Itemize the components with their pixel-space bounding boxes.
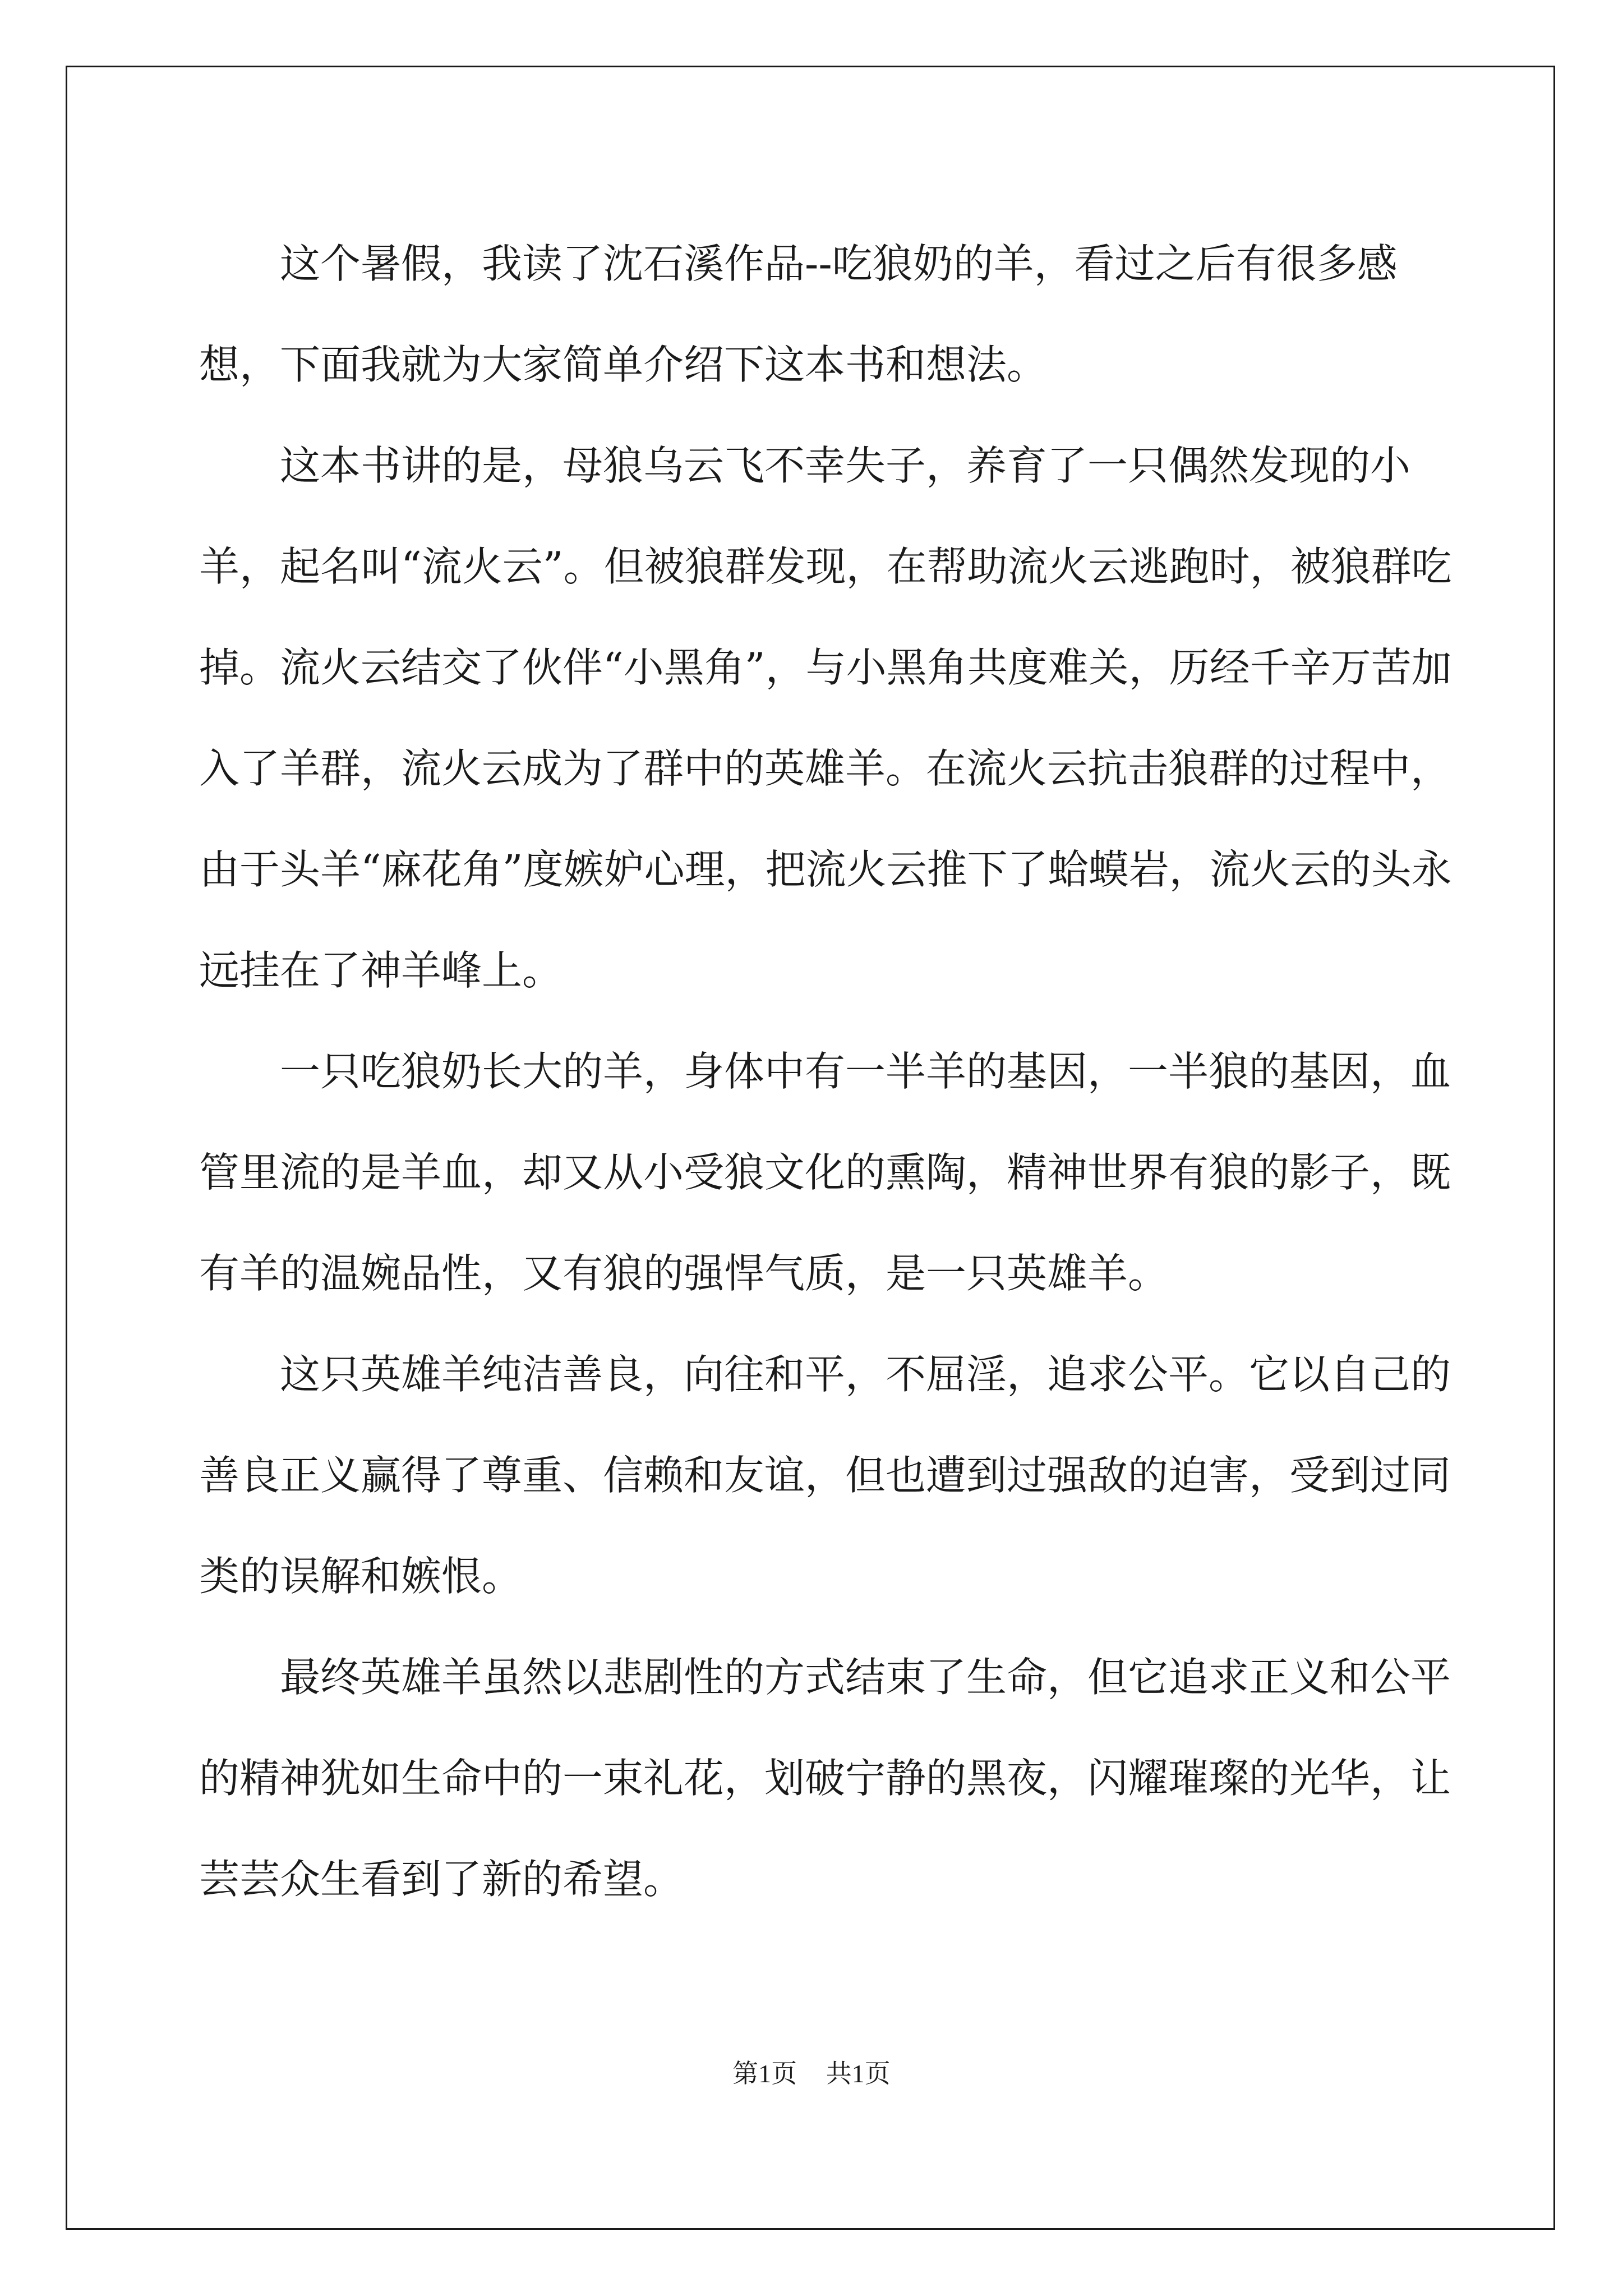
- paragraph-3: 一只吃狼奶长大的羊，身体中有一半羊的基因，一半狼的基因，血管里流的是羊血，却又从小受狼文化的熏陶，精神世界有狼的影子，既有羊的温婉品性，又有狼的强悍气质，是一只英雄羊。: [199, 1048, 1451, 1297]
- page-number: 第1页: [732, 2059, 797, 2088]
- page-total: 共1页: [826, 2059, 891, 2088]
- paragraph-5: 最终英雄羊虽然以悲剧性的方式结束了生命，但它追求正义和公平的精神犹如生命中的一束礼花，划破宁静的黑夜，闪耀璀璨的光华，让芸芸众生看到了新的希望。: [199, 1654, 1451, 1903]
- paragraph-1: 这个暑假，我读了沈石溪作品--吃狼奶的羊，看过之后有很多感想，下面我就为大家简单介绍下这本书和想法。: [199, 240, 1398, 388]
- document-body: [199, 213, 1461, 1930]
- paragraph-4: 这只英雄羊纯洁善良，向往和平，不屈淫，追求公平。它以自己的善良正义赢得了尊重、信赖和友谊，但也遭到过强敌的迫害，受到过同类的误解和嫉恨。: [199, 1351, 1451, 1600]
- paragraph-2: 这本书讲的是，母狼乌云飞不幸失子，养育了一只偶然发现的小羊，起名叫“流火云”。但被狼群发现，在帮助流火云逃跑时，被狼群吃掉。流火云结交了伙伴“小黑角”，与小黑角共度难关，历经千辛万苦加入了羊群，流火云成为了群中的英雄羊。在流火云抗击狼群的过程中，由于头羊“麻花角”度嫉妒心理，把流火云推下了蛤蟆岩，流火云的头永远挂在了神羊峰上。: [199, 442, 1452, 994]
- page-footer: [0, 2053, 1623, 2090]
